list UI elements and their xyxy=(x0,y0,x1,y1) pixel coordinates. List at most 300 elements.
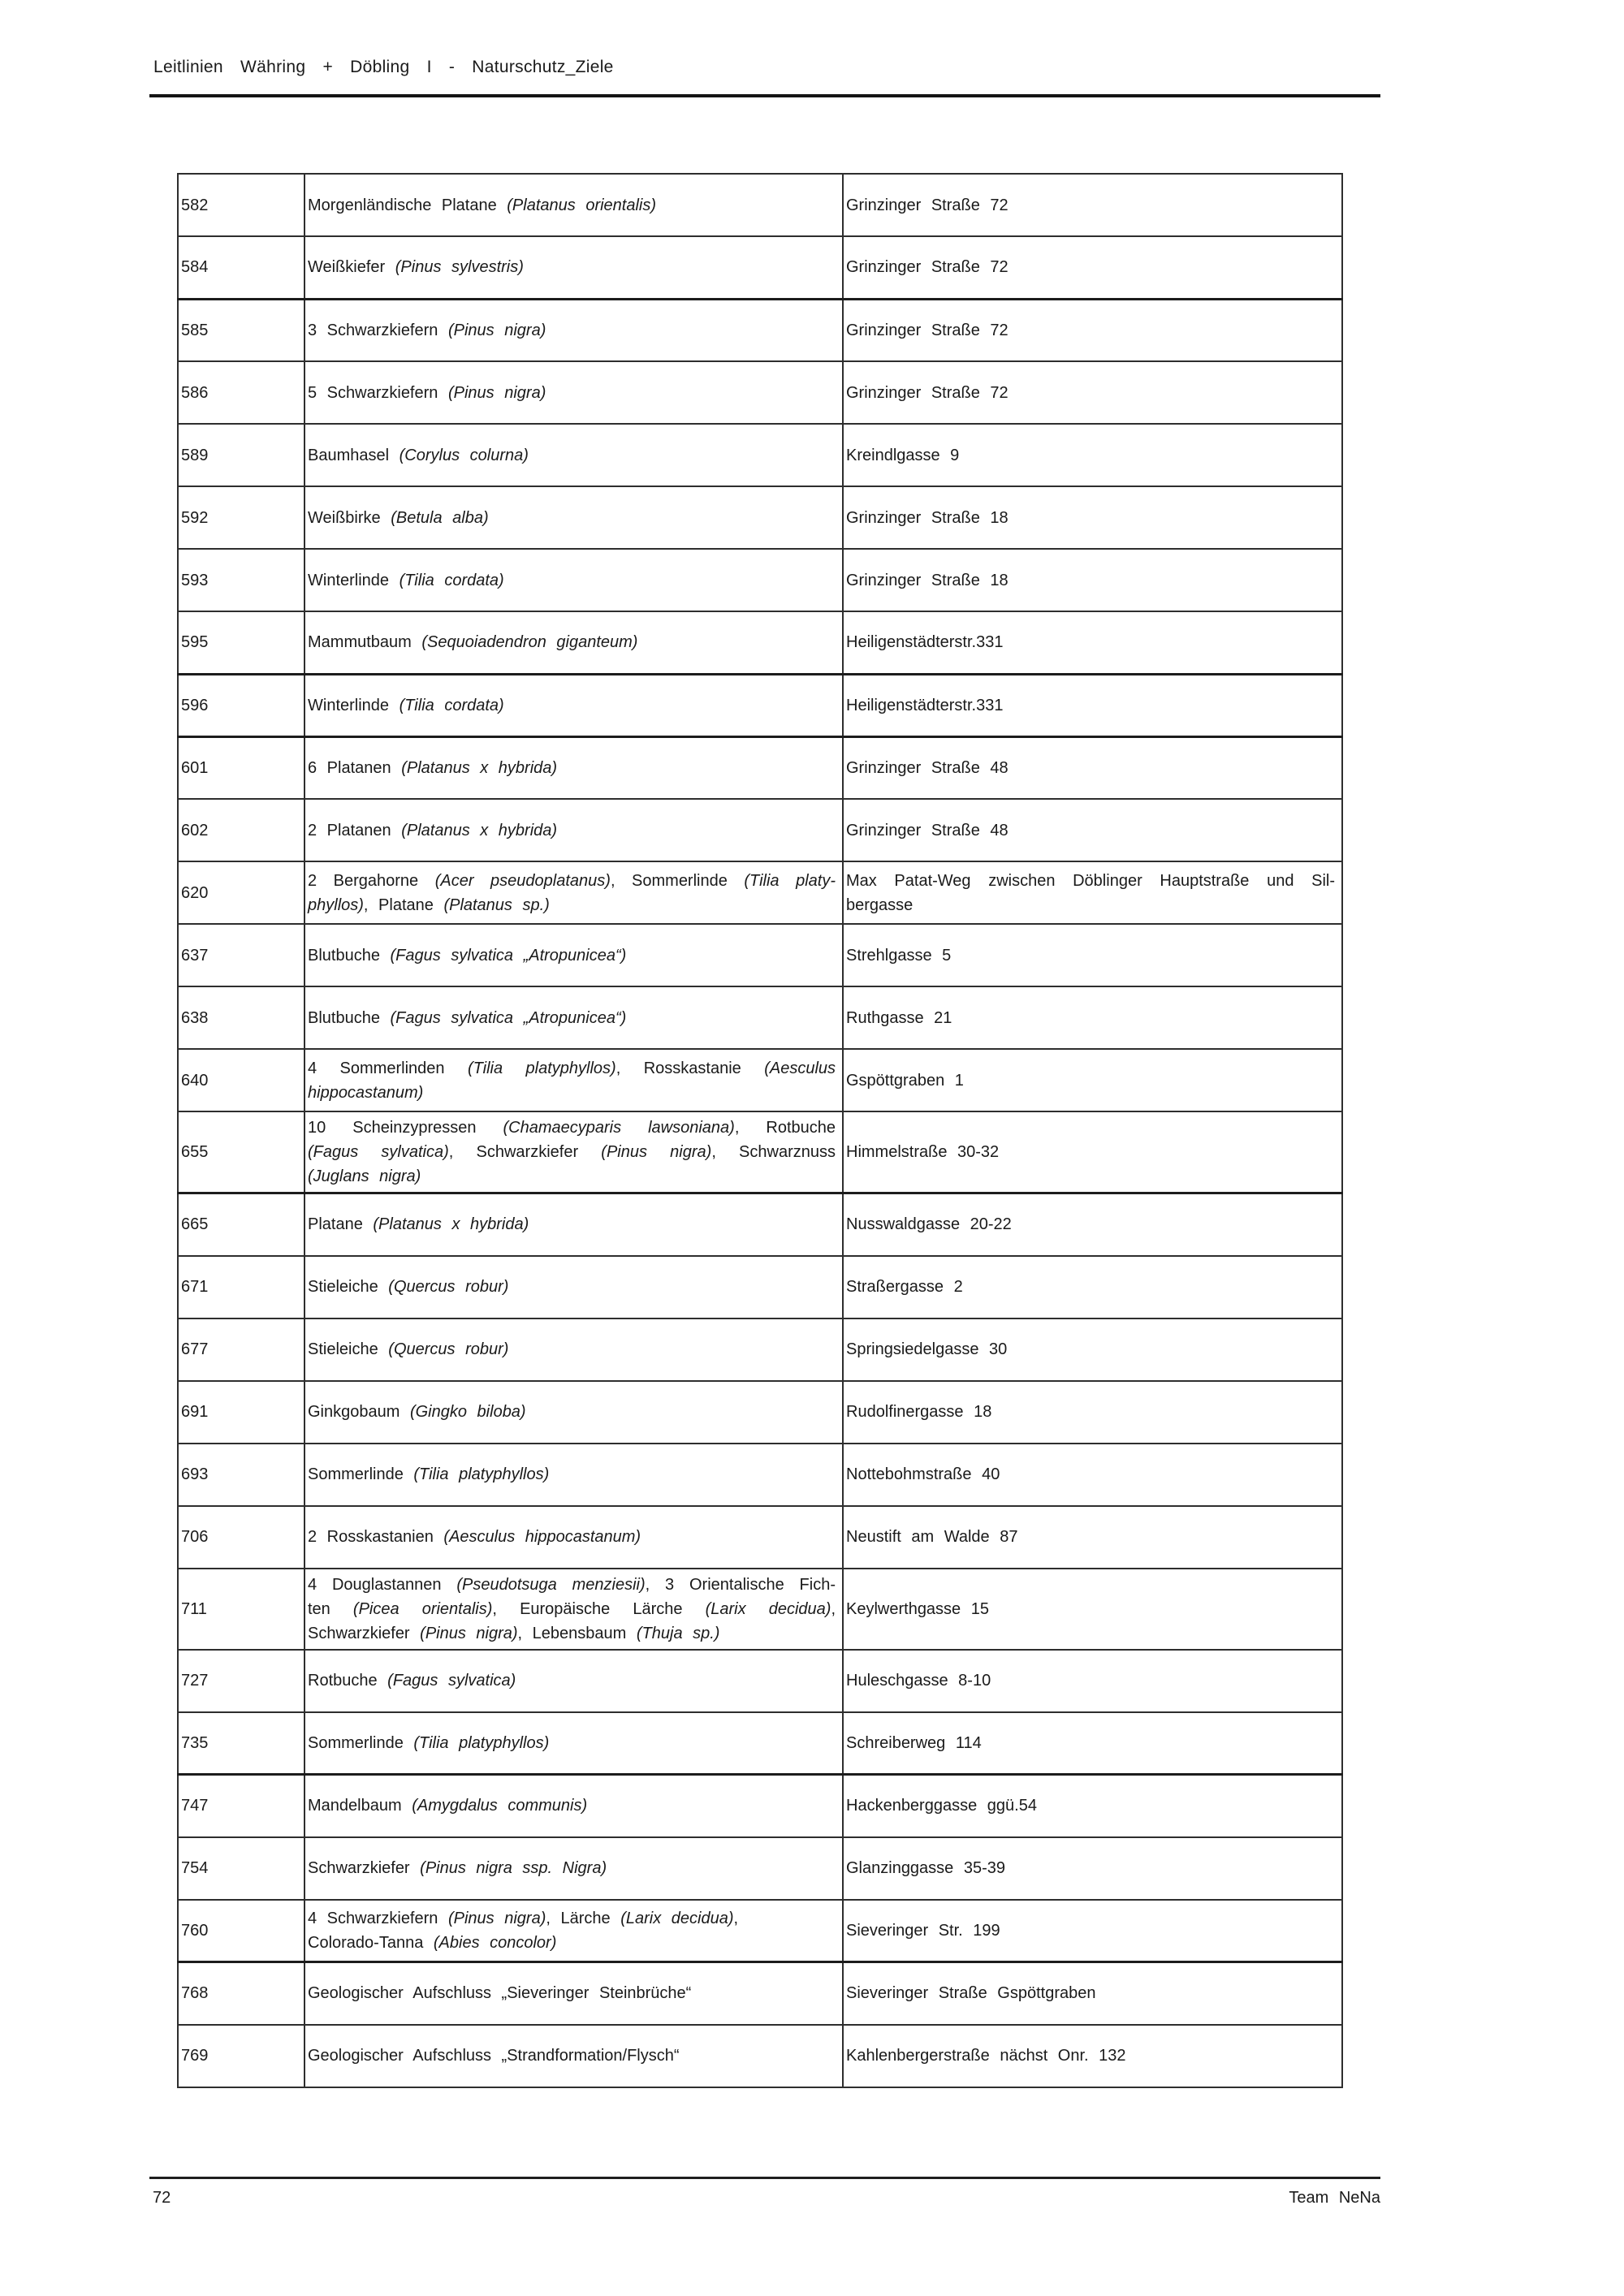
cell-text: Morgenländische Platane xyxy=(308,196,508,214)
cell-text: Grinzinger Straße 48 xyxy=(846,821,1009,839)
cell-line xyxy=(846,1068,1335,1093)
monument-location xyxy=(843,1256,1342,1318)
cell-line xyxy=(308,1212,836,1236)
species-latin-name: (Larix decidua) xyxy=(705,1599,831,1618)
cell-line xyxy=(308,818,836,843)
monument-location xyxy=(843,2025,1342,2087)
cell-line xyxy=(308,1056,836,1081)
cell-line xyxy=(308,1668,836,1693)
cell-line xyxy=(308,693,836,718)
monument-number: 637 xyxy=(178,924,304,986)
cell-text: Keylwerthgasse 15 xyxy=(846,1599,989,1618)
monument-description xyxy=(304,361,843,424)
cell-line xyxy=(308,893,836,917)
species-latin-name: (Picea orientalis) xyxy=(352,1599,493,1618)
monument-description xyxy=(304,611,843,674)
species-latin-name: (Fagus sylvatica) xyxy=(308,1143,449,1161)
monument-description xyxy=(304,1256,843,1318)
monument-number: 595 xyxy=(178,611,304,674)
table-row xyxy=(178,1381,1342,1444)
species-latin-name: (Juglans nigra) xyxy=(308,1167,421,1185)
table-row xyxy=(178,1962,1342,2025)
species-latin-name: (Gingko biloba) xyxy=(409,1403,526,1421)
cell-line xyxy=(308,1400,836,1424)
cell-line xyxy=(846,1668,1335,1693)
cell-text: , Sommerlinde xyxy=(610,871,745,890)
species-latin-name: (Fagus sylvatica „Atropunicea“) xyxy=(390,946,627,965)
cell-line xyxy=(846,1275,1335,1299)
cell-line xyxy=(308,568,836,593)
cell-text: Sieveringer Str. 199 xyxy=(846,1921,1000,1940)
cell-line xyxy=(846,1856,1335,1880)
monument-location xyxy=(843,1962,1342,2025)
cell-text: Glanzinggasse 35-39 xyxy=(846,1859,1006,1877)
table-row xyxy=(178,424,1342,486)
species-latin-name: (Pinus nigra) xyxy=(601,1143,712,1161)
monument-location xyxy=(843,1444,1342,1506)
cell-line xyxy=(308,1006,836,1030)
monument-location xyxy=(843,299,1342,361)
cell-text: 4 Douglastannen xyxy=(308,1575,457,1594)
monument-location xyxy=(843,799,1342,861)
monument-location xyxy=(843,1900,1342,1962)
cell-text: , Rosskastanie xyxy=(615,1059,765,1077)
species-latin-name: (Platanus x hybrida) xyxy=(401,758,558,777)
monument-location xyxy=(843,986,1342,1049)
cell-text: , Lärche xyxy=(546,1909,621,1927)
cell-text: Stieleiche xyxy=(308,1278,389,1296)
cell-line xyxy=(308,1525,836,1549)
cell-line xyxy=(846,893,1335,917)
cell-text: 5 Schwarzkiefern xyxy=(308,383,448,402)
table-row xyxy=(178,1318,1342,1381)
cell-line xyxy=(308,1906,836,1931)
cell-text: Heiligenstädterstr.331 xyxy=(846,633,1004,652)
monument-location xyxy=(843,674,1342,736)
table-row xyxy=(178,486,1342,549)
cell-line xyxy=(308,1337,836,1362)
species-latin-name: (Abies concolor) xyxy=(433,1933,557,1952)
species-latin-name: (Quercus robur) xyxy=(388,1340,509,1358)
species-latin-name: (Sequoiadendron giganteum) xyxy=(421,633,638,652)
table-row xyxy=(178,1049,1342,1111)
cell-line xyxy=(846,443,1335,468)
cell-text: , xyxy=(733,1909,739,1927)
cell-text: Sommerlinde xyxy=(308,1465,414,1483)
monuments-table xyxy=(177,173,1343,2088)
cell-text: Sieveringer Straße Gspöttgraben xyxy=(846,1984,1096,2003)
cell-line xyxy=(308,1981,836,2005)
cell-line xyxy=(308,1275,836,1299)
cell-text: Baumhasel xyxy=(308,446,400,464)
cell-text: Geologischer Aufschluss „Sieveringer Steinbrüche“ xyxy=(308,1984,692,2003)
monument-description xyxy=(304,861,843,924)
cell-text: Grinzinger Straße 72 xyxy=(846,258,1009,277)
cell-line xyxy=(308,869,836,893)
species-latin-name: (Tilia cordata) xyxy=(399,696,504,714)
species-latin-name: (Thuja sp.) xyxy=(636,1624,720,1642)
species-latin-name: phyllos) xyxy=(308,896,364,914)
cell-line xyxy=(846,1918,1335,1943)
monument-description xyxy=(304,1837,843,1900)
cell-text: Kahlenbergerstraße nächst Onr. 132 xyxy=(846,2047,1126,2065)
cell-line xyxy=(846,1981,1335,2005)
cell-text: Grinzinger Straße 18 xyxy=(846,571,1009,589)
species-latin-name: (Tilia platy- xyxy=(744,871,836,890)
footer-rule xyxy=(149,2177,1380,2179)
monument-number: 640 xyxy=(178,1049,304,1111)
cell-line xyxy=(846,1006,1335,1030)
table-row xyxy=(178,1900,1342,1962)
cell-line xyxy=(308,193,836,218)
cell-text: Weißkiefer xyxy=(308,258,395,277)
monument-description xyxy=(304,2025,843,2087)
table-row xyxy=(178,1569,1342,1650)
cell-text: 2 Platanen xyxy=(308,821,402,839)
monument-number: 655 xyxy=(178,1111,304,1193)
monument-number: 677 xyxy=(178,1318,304,1381)
monument-description xyxy=(304,986,843,1049)
monument-location xyxy=(843,611,1342,674)
monument-number: 691 xyxy=(178,1381,304,1444)
cell-text: Neustift am Walde 87 xyxy=(846,1528,1018,1546)
monument-number: 589 xyxy=(178,424,304,486)
monument-number: 638 xyxy=(178,986,304,1049)
cell-text: , Europäische Lärche xyxy=(492,1599,706,1618)
monument-description xyxy=(304,1650,843,1712)
species-latin-name: (Pinus sylvestris) xyxy=(395,258,524,277)
table-row xyxy=(178,1650,1342,1712)
monument-description xyxy=(304,736,843,799)
cell-line xyxy=(308,506,836,530)
monument-description xyxy=(304,486,843,549)
monument-number: 585 xyxy=(178,299,304,361)
monument-location xyxy=(843,924,1342,986)
cell-text: , Platane xyxy=(363,896,444,914)
monument-description xyxy=(304,924,843,986)
monument-number: 592 xyxy=(178,486,304,549)
cell-text: Weißbirke xyxy=(308,508,391,527)
cell-text: Colorado-Tanna xyxy=(308,1933,434,1952)
cell-line xyxy=(846,381,1335,405)
cell-text: , Lebensbaum xyxy=(517,1624,637,1642)
cell-line xyxy=(846,630,1335,654)
monument-description xyxy=(304,674,843,736)
cell-line xyxy=(308,1931,836,1955)
cell-text: Mammutbaum xyxy=(308,633,422,652)
cell-line xyxy=(308,1731,836,1755)
cell-text: Platane xyxy=(308,1215,374,1234)
species-latin-name: (Tilia platyphyllos) xyxy=(467,1059,616,1077)
monument-number: 768 xyxy=(178,1962,304,2025)
cell-text: Nottebohmstraße 40 xyxy=(846,1465,1000,1483)
table-row xyxy=(178,174,1342,236)
monument-location xyxy=(843,236,1342,299)
table-row xyxy=(178,924,1342,986)
species-latin-name: (Pinus nigra) xyxy=(420,1624,518,1642)
cell-line xyxy=(308,1140,836,1164)
table-row xyxy=(178,299,1342,361)
cell-line xyxy=(846,1140,1335,1164)
table-row xyxy=(178,1111,1342,1193)
monument-location xyxy=(843,361,1342,424)
cell-text: Blutbuche xyxy=(308,946,391,965)
table-row xyxy=(178,1775,1342,1837)
species-latin-name: (Pinus nigra) xyxy=(447,1909,546,1927)
monument-description xyxy=(304,1049,843,1111)
species-latin-name: (Quercus robur) xyxy=(388,1278,509,1296)
cell-text: 4 Schwarzkiefern xyxy=(308,1909,448,1927)
monument-description xyxy=(304,799,843,861)
cell-line xyxy=(308,255,836,279)
cell-line xyxy=(846,693,1335,718)
cell-line xyxy=(846,1525,1335,1549)
table-row xyxy=(178,799,1342,861)
cell-line xyxy=(846,255,1335,279)
monument-description xyxy=(304,1381,843,1444)
cell-text: , Rotbuche xyxy=(734,1119,836,1137)
monument-number: 620 xyxy=(178,861,304,924)
monument-location xyxy=(843,424,1342,486)
cell-line xyxy=(846,568,1335,593)
cell-text: Schwarzkiefer xyxy=(308,1859,421,1877)
cell-text: Geologischer Aufschluss „Strandformation/Flysch“ xyxy=(308,2047,680,2065)
monument-description xyxy=(304,236,843,299)
cell-line xyxy=(308,443,836,468)
cell-text: Springsiedelgasse 30 xyxy=(846,1340,1008,1358)
species-latin-name: (Platanus x hybrida) xyxy=(401,821,558,839)
monument-description xyxy=(304,1712,843,1775)
monument-location xyxy=(843,174,1342,236)
cell-line xyxy=(308,1462,836,1487)
monument-description xyxy=(304,1193,843,1256)
monument-description xyxy=(304,1111,843,1193)
monument-location xyxy=(843,1381,1342,1444)
monument-location xyxy=(843,486,1342,549)
table-row xyxy=(178,986,1342,1049)
species-latin-name: (Platanus x hybrida) xyxy=(373,1215,529,1234)
monument-location xyxy=(843,1569,1342,1650)
cell-line xyxy=(308,630,836,654)
species-latin-name: (Chamaecyparis lawsoniana) xyxy=(503,1119,735,1137)
monument-location xyxy=(843,1506,1342,1569)
table-row xyxy=(178,1193,1342,1256)
cell-line xyxy=(846,1793,1335,1818)
cell-line xyxy=(308,943,836,968)
species-latin-name: (Pinus nigra) xyxy=(447,321,546,339)
monument-location xyxy=(843,1111,1342,1193)
cell-text: Ruthgasse 21 xyxy=(846,1008,952,1027)
species-latin-name: (Platanus sp.) xyxy=(443,896,550,914)
cell-text: Kreindlgasse 9 xyxy=(846,446,960,464)
header-title: Leitlinien Währing + Döbling I - Naturschutz_Ziele xyxy=(153,58,614,76)
monument-description xyxy=(304,1962,843,2025)
monument-number: 747 xyxy=(178,1775,304,1837)
monument-location xyxy=(843,1193,1342,1256)
footer-author: Team NeNa xyxy=(1289,2189,1380,2207)
monument-number: 582 xyxy=(178,174,304,236)
monument-location xyxy=(843,1049,1342,1111)
cell-text: 10 Scheinzypressen xyxy=(308,1119,503,1137)
cell-text: Ginkgobaum xyxy=(308,1403,410,1421)
monument-description xyxy=(304,424,843,486)
table-row xyxy=(178,1256,1342,1318)
cell-line xyxy=(308,1573,836,1597)
table-row xyxy=(178,1506,1342,1569)
monument-number: 584 xyxy=(178,236,304,299)
cell-text: Winterlinde xyxy=(308,696,400,714)
cell-text: Gspöttgraben 1 xyxy=(846,1071,964,1090)
cell-line xyxy=(846,943,1335,968)
species-latin-name: (Aesculus xyxy=(764,1059,836,1077)
cell-line xyxy=(308,2044,836,2068)
monument-number: 706 xyxy=(178,1506,304,1569)
monument-location xyxy=(843,1837,1342,1900)
page-number: 72 xyxy=(153,2189,171,2207)
cell-line xyxy=(846,1337,1335,1362)
cell-text: Strehlgasse 5 xyxy=(846,946,952,965)
cell-text: , 3 Orientalische Fich- xyxy=(645,1575,836,1594)
cell-text: Sommerlinde xyxy=(308,1733,414,1752)
cell-line xyxy=(308,1793,836,1818)
cell-line xyxy=(308,756,836,780)
monument-number: 754 xyxy=(178,1837,304,1900)
species-latin-name: (Fagus sylvatica) xyxy=(387,1672,516,1690)
species-latin-name: (Pinus nigra) xyxy=(447,383,546,402)
species-latin-name: (Fagus sylvatica „Atropunicea“) xyxy=(390,1008,627,1027)
cell-line xyxy=(308,381,836,405)
cell-line xyxy=(846,1212,1335,1236)
species-latin-name: (Pinus nigra ssp. Nigra) xyxy=(420,1859,607,1877)
monument-description xyxy=(304,1318,843,1381)
monument-number: 735 xyxy=(178,1712,304,1775)
cell-line xyxy=(308,318,836,343)
monument-number: 586 xyxy=(178,361,304,424)
cell-text: Heiligenstädterstr.331 xyxy=(846,696,1004,714)
cell-line xyxy=(846,506,1335,530)
cell-text: Grinzinger Straße 72 xyxy=(846,196,1009,214)
monument-location xyxy=(843,1712,1342,1775)
table-row xyxy=(178,1712,1342,1775)
species-latin-name: (Betula alba) xyxy=(391,508,489,527)
species-latin-name: (Platanus orientalis) xyxy=(507,196,657,214)
cell-line xyxy=(846,1400,1335,1424)
cell-line xyxy=(846,818,1335,843)
table-row xyxy=(178,2025,1342,2087)
cell-line xyxy=(846,193,1335,218)
cell-line xyxy=(846,1731,1335,1755)
cell-text: 4 Sommerlinden xyxy=(308,1059,468,1077)
cell-text: Mandelbaum xyxy=(308,1797,412,1815)
cell-text: 6 Platanen xyxy=(308,758,402,777)
species-latin-name: (Aesculus hippocastanum) xyxy=(443,1528,641,1546)
monument-number: 769 xyxy=(178,2025,304,2087)
species-latin-name: (Tilia cordata) xyxy=(399,571,504,589)
species-latin-name: (Corylus colurna) xyxy=(399,446,529,464)
cell-text: 2 Rosskastanien xyxy=(308,1528,444,1546)
cell-text: bergasse xyxy=(846,896,914,914)
monument-number: 593 xyxy=(178,549,304,611)
monuments-table-body xyxy=(178,174,1342,2087)
monument-description xyxy=(304,299,843,361)
monument-description xyxy=(304,174,843,236)
monument-number: 693 xyxy=(178,1444,304,1506)
table-row xyxy=(178,736,1342,799)
species-latin-name: (Tilia platyphyllos) xyxy=(413,1465,550,1483)
cell-line xyxy=(846,1597,1335,1621)
cell-text: Grinzinger Straße 48 xyxy=(846,758,1009,777)
cell-text: Schreiberweg 114 xyxy=(846,1733,982,1752)
monument-number: 760 xyxy=(178,1900,304,1962)
cell-line xyxy=(846,869,1335,893)
cell-line xyxy=(308,1164,836,1189)
monument-number: 711 xyxy=(178,1569,304,1650)
table-row xyxy=(178,611,1342,674)
monument-location xyxy=(843,861,1342,924)
cell-line xyxy=(308,1081,836,1105)
cell-text: , xyxy=(831,1599,836,1618)
monument-number: 727 xyxy=(178,1650,304,1712)
cell-text: , Schwarzkiefer xyxy=(448,1143,602,1161)
monument-location xyxy=(843,1650,1342,1712)
table-row xyxy=(178,236,1342,299)
table-row xyxy=(178,549,1342,611)
cell-text: Max Patat-Weg zwischen Döblinger Hauptstraße und Sil- xyxy=(846,871,1335,890)
cell-line xyxy=(308,1856,836,1880)
monument-number: 602 xyxy=(178,799,304,861)
monument-location xyxy=(843,1775,1342,1837)
cell-text: Huleschgasse 8-10 xyxy=(846,1672,991,1690)
monument-description xyxy=(304,549,843,611)
cell-text: Blutbuche xyxy=(308,1008,391,1027)
monument-number: 596 xyxy=(178,674,304,736)
table-row xyxy=(178,674,1342,736)
cell-line xyxy=(846,2044,1335,2068)
cell-text: 3 Schwarzkiefern xyxy=(308,321,448,339)
table-row xyxy=(178,1837,1342,1900)
cell-line xyxy=(308,1597,836,1621)
species-latin-name: (Acer pseudoplatanus) xyxy=(434,871,611,890)
species-latin-name: (Pseudotsuga menziesii) xyxy=(456,1575,646,1594)
cell-text: Rotbuche xyxy=(308,1672,388,1690)
cell-text: ten xyxy=(308,1599,353,1618)
cell-line xyxy=(308,1116,836,1140)
monument-number: 665 xyxy=(178,1193,304,1256)
monument-number: 671 xyxy=(178,1256,304,1318)
cell-text: Grinzinger Straße 18 xyxy=(846,508,1009,527)
monument-location xyxy=(843,549,1342,611)
cell-line xyxy=(308,1621,836,1646)
cell-text: Winterlinde xyxy=(308,571,400,589)
monument-location xyxy=(843,1318,1342,1381)
cell-line xyxy=(846,756,1335,780)
monument-description xyxy=(304,1900,843,1962)
cell-text: Stieleiche xyxy=(308,1340,389,1358)
cell-text: 2 Bergahorne xyxy=(308,871,435,890)
cell-text: Nusswaldgasse 20-22 xyxy=(846,1215,1012,1234)
monument-description xyxy=(304,1569,843,1650)
monument-description xyxy=(304,1444,843,1506)
table-row xyxy=(178,861,1342,924)
header-rule xyxy=(149,94,1380,97)
cell-line xyxy=(846,1462,1335,1487)
cell-text: Rudolfinergasse 18 xyxy=(846,1403,992,1421)
cell-text: , Schwarznuss xyxy=(711,1143,836,1161)
cell-text: Straßergasse 2 xyxy=(846,1278,963,1296)
table-row xyxy=(178,361,1342,424)
cell-text: Grinzinger Straße 72 xyxy=(846,321,1009,339)
cell-text: Hackenberggasse ggü.54 xyxy=(846,1797,1037,1815)
